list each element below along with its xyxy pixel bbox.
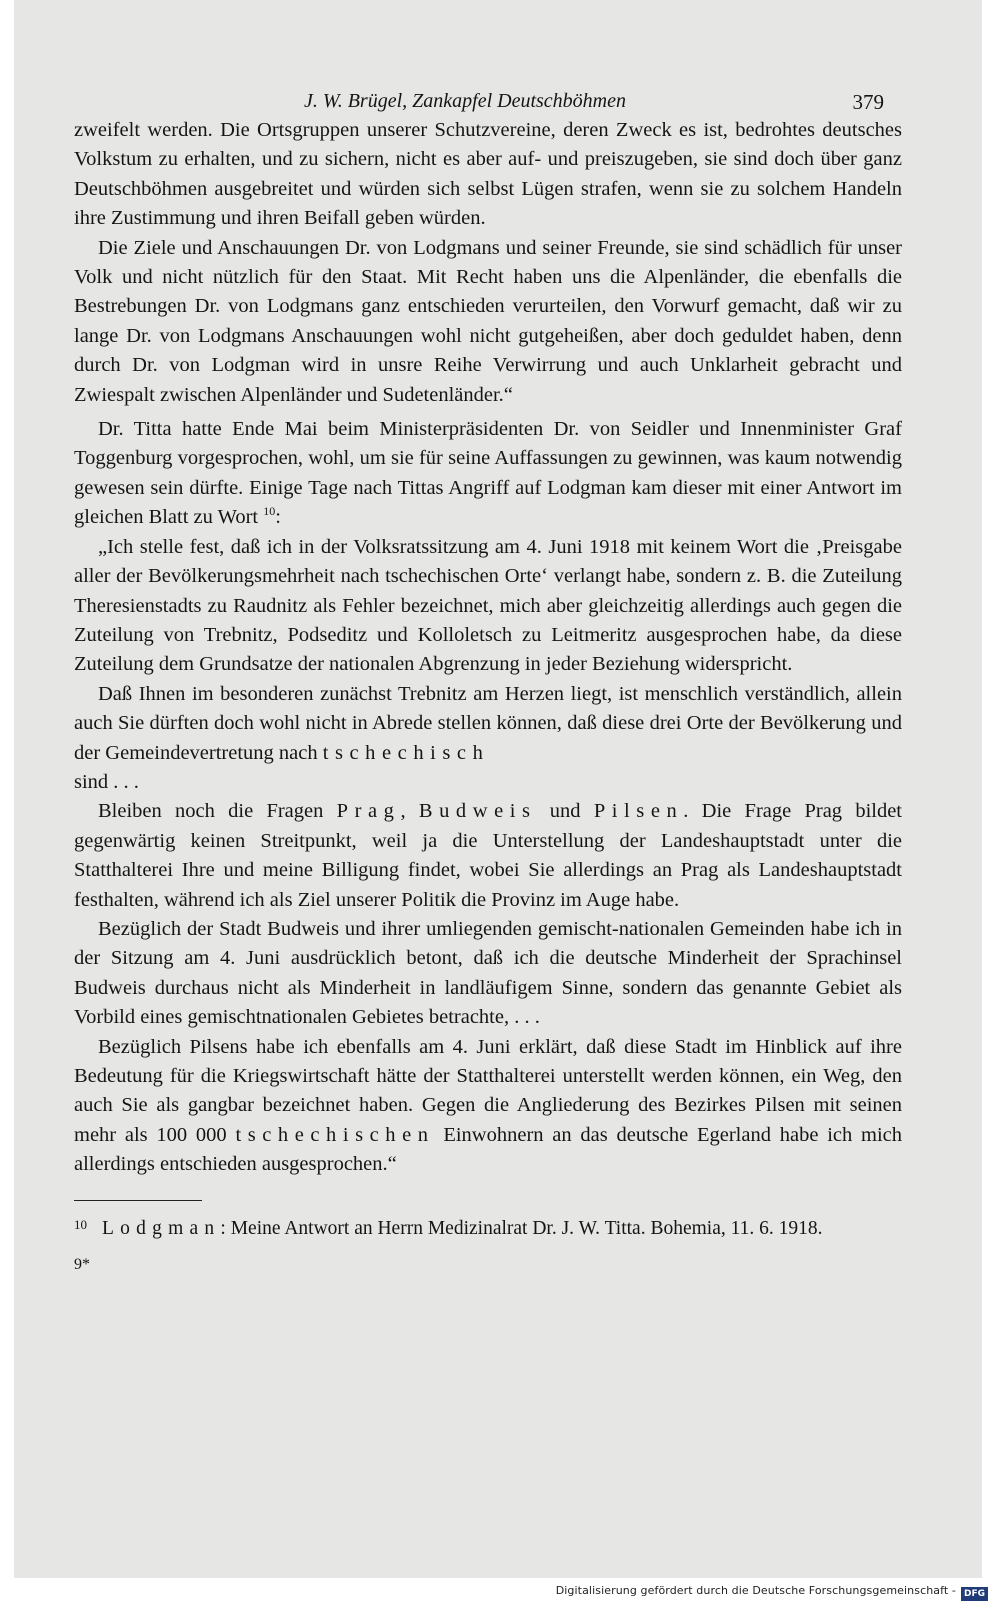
quote-paragraph: Bleiben noch die Fragen Prag, Budweis und Pilsen. Die Frage Prag bildet gegenwärtig keinen Streitpunkt, weil ja die Unterstellung der Landeshauptstadt unter die Statthalterei Ihre und meine Billigung findet, wobei Sie allerdings an Prag als Landeshauptstadt festhalten, während ich als Ziel unserer Politik die Provinz im Auge habe. [74, 800, 903, 911]
emphasized-word: Prag [336, 800, 401, 823]
paragraph-text: Bezüglich Pilsens habe ich ebenfalls am 4. Juni erklärt, daß diese Stadt im Hinblick auf ihre Bedeutung für die Kriegswirtschaft hätte der Statthalterei unterstellt werden können, ein Weg, den auch Sie als gangbar bezeichnet haben. Gegen die Angliederung des Bezirkes Pilsen mit seinen mehr als 100 000 [74, 1035, 902, 1146]
paragraph-text: sind . . . [74, 770, 139, 793]
footnote-reference: 10 [263, 504, 276, 519]
paragraph-text: Dr. Titta hatte Ende Mai beim Ministerpräsidenten Dr. von Seidler und Innenminister Graf Toggenburg vorgesprochen, wohl, um sie für seine Auffassungen zu gewinnen, was kaum notwendig gewesen sein dürfte. Einige Tage nach Tittas Angriff auf Lodgman kam dieser mit einer Antwort im gleichen Blatt zu Wort [74, 418, 902, 529]
paragraph: Dr. Titta hatte Ende Mai beim Ministerpräsidenten Dr. von Seidler und Innenminister Graf Toggenburg vorgesprochen, wohl, um sie für seine Auffassungen zu gewinnen, was kaum notwendig gewesen sein dürfte. Einige Tage nach Tittas Angriff auf Lodgman kam dieser mit einer Antwort im gleichen Blatt zu Wort $^{10}$: [74, 418, 902, 529]
document-page [74, 80, 902, 1274]
footnote-text [102, 1215, 902, 1242]
body-text [74, 116, 902, 1180]
paragraph-text: Daß Ihnen im besonderen zunächst Trebnitz am Herzen liegt, ist menschlich verständlich, allein auch Sie dürften doch wohl nicht in Abrede stellen können, daß diese drei Orte der Bevölkerung und der Gemeindevertretung nach [74, 682, 902, 764]
footnote-divider [74, 1200, 202, 1201]
running-header [74, 80, 902, 116]
emphasized-word: Budweis [418, 800, 537, 823]
paragraph-text: . Die Frage Prag bildet gegenwärtig keinen Streitpunkt, weil ja die Unterstellung der Landeshauptstadt unter die Statthalterei Ihre und meine Billigung findet, wobei Sie allerdings an Prag als Landeshauptstadt festhalten, während ich als Ziel unserer Politik die Provinz im Auge habe. [74, 800, 903, 911]
page-number: 379 [852, 90, 884, 114]
running-title: J. W. Brügel, Zankapfel Deutschböhmen [304, 90, 626, 112]
quote-paragraph: „Ich stelle fest, daß ich in der Volksratssitzung am 4. Juni 1918 mit keinem Wort die ‚Preisgabe aller der Bevölkerungsmehrheit nach tschechischen Orte‘ verlangt habe, sondern z. B. die Zuteilung Theresienstadts zu Raudnitz als Fehler bezeichnet, mich aber gleichzeitig allerdings auch gegen die Zuteilung von Trebnitz, Podseditz und Kolloletsch zu Leitmeritz ausgesprochen habe, da diese Zuteilung dem Grundsatze der nationalen Abgrenzung in jeder Beziehung widerspricht. [74, 535, 902, 676]
quote-paragraph [74, 1033, 902, 1180]
digitization-credit: Digitalisierung gefördert durch die Deutsche Forschungsgemeinschaft - [555, 1584, 956, 1597]
paragraph: Die Ziele und Anschauungen Dr. von Lodgmans und seiner Freunde, sie sind schädlich für unser Volk und nicht nützlich für den Staat. Mit Recht haben uns die Alpenländer, die ebenfalls die Bestrebungen Dr. von Lodgmans ganz entschieden verurteilen, den Vorwurf gemacht, daß wir zu lange Dr. von Lodgmans Anschauungen wohl nicht gutgeheißen, aber doch geduldet haben, denn durch Dr. von Lodgman wird in unsre Reihe Verwirrung und auch Unklarheit gebracht und Zwiespalt zwischen Alpenländer und Sudetenländer.“ [74, 236, 902, 406]
paragraph: zweifelt werden. Die Ortsgruppen unserer Schutzvereine, deren Zweck es ist, bedrohtes deutsches Volkstum zu erhalten, und zu sichern, nicht es aber auf- und preiszugeben, sie sind doch über ganz Deutschböhmen ausgebreitet und würden sich selbst Lügen strafen, wenn sie zu solchem Handeln ihre Zustimmung und ihren Beifall geben würden. [74, 119, 902, 230]
paragraph-text: Einwohnern an das deutsche Egerland habe ich mich allerdings entschieden ausgesprochen.“ [74, 1123, 902, 1176]
dfg-logo: DFG [961, 1587, 988, 1601]
quote-paragraph: Bezüglich der Stadt Budweis und ihrer umliegenden gemischt-nationalen Gemeinden habe ich in der Sitzung am 4. Juni ausdrücklich betont, daß ich die deutsche Minderheit der Sprachinsel Budweis durchaus nicht als Minderheit in landläufigem Sinne, sondern das genannte Gebiet als Vorbild eines gemischtnationalen Gebietes betrachte, . . . [74, 917, 902, 1029]
signature-mark: 9* [74, 1255, 90, 1273]
footnote [74, 1215, 902, 1242]
paragraph-text: und [549, 800, 581, 823]
footnote-author: Lodgman [102, 1217, 221, 1239]
footnote-number: 10 [74, 1216, 87, 1232]
paragraph-text: Bleiben noch die Fragen [98, 800, 324, 823]
emphasized-word: tschechischen [235, 1123, 435, 1146]
quote-paragraph [74, 680, 902, 798]
emphasized-word: Pilsen [593, 800, 684, 823]
emphasized-word: tschechisch [322, 741, 490, 764]
footnote-body: : Meine Antwort an Herrn Medizinalrat Dr. J. W. Titta. Bohemia, 11. 6. 1918. [220, 1217, 823, 1239]
